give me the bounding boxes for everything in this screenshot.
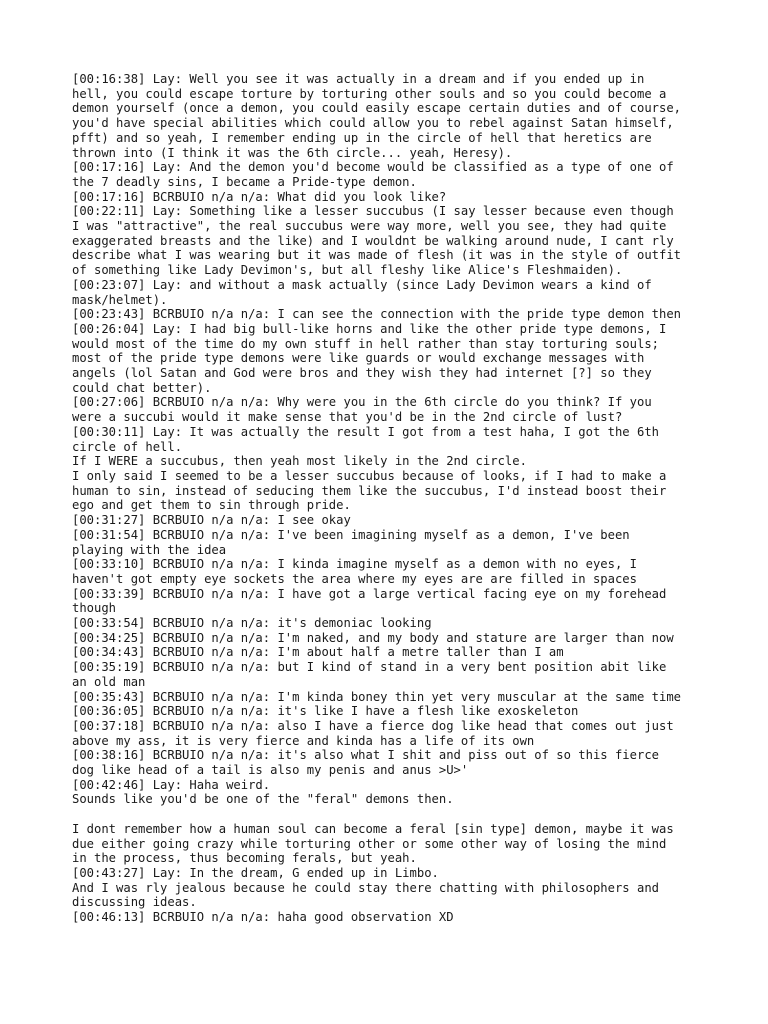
transcript-line: [00:42:46] Lay: Haha weird. [72, 777, 271, 792]
transcript-line: [00:31:54] BCRBUIO n/a n/a: I've been imagining myself as a demon, I've been [72, 527, 630, 542]
transcript-line: [00:37:18] BCRBUIO n/a n/a: also I have a fierce dog like head that comes out just [72, 718, 674, 733]
transcript-line: most of the pride type demons were like guards or would exchange messages with [72, 351, 645, 366]
transcript-line: [00:17:16] BCRBUIO n/a n/a: What did you look like? [72, 189, 447, 204]
transcript-line: could chat better). [72, 380, 212, 395]
transcript-line: hell, you could escape torture by torturing other souls and so you could become a [72, 86, 667, 101]
transcript-line: And I was rly jealous because he could stay there chatting with philosophers and [72, 880, 659, 895]
transcript-line: discussing ideas. [72, 895, 197, 910]
transcript-line: [00:23:43] BCRBUIO n/a n/a: I can see the connection with the pride type demon then [72, 307, 682, 322]
transcript-line: haven't got empty eye sockets the area where my eyes are are filled in spaces [72, 571, 637, 586]
transcript-line: [00:35:43] BCRBUIO n/a n/a: I'm kinda boney thin yet very muscular at the same time [72, 689, 682, 704]
transcript-line: [00:38:16] BCRBUIO n/a n/a: it's also what I shit and piss out of so this fierce [72, 748, 659, 763]
transcript-line: angels (lol Satan and God were bros and they wish they had internet [?] so they [72, 366, 652, 381]
transcript-line: human to sin, instead of seducing them like the succubus, I'd instead boost their [72, 483, 667, 498]
transcript-line: [00:23:07] Lay: and without a mask actually (since Lady Devimon wears a kind of [72, 277, 652, 292]
transcript-line: playing with the idea [72, 542, 227, 557]
chat-transcript [72, 72, 712, 925]
transcript-line: thrown into (I think it was the 6th circle... yeah, Heresy). [72, 145, 513, 160]
transcript-line: due either going crazy while torturing other or some other way of losing the mind [72, 836, 667, 851]
transcript-line: [00:26:04] Lay: I had big bull-like horns and like the other pride type demons, I [72, 321, 667, 336]
transcript-line: [00:34:43] BCRBUIO n/a n/a: I'm about half a metre taller than I am [72, 645, 564, 660]
transcript-line: [00:33:54] BCRBUIO n/a n/a: it's demoniac looking [72, 616, 432, 631]
transcript-line: above my ass, it is very fierce and kinda has a life of its own [72, 733, 535, 748]
transcript-line: mask/helmet). [72, 292, 168, 307]
transcript-line: I was "attractive", the real succubus were way more, well you see, they had quite [72, 219, 667, 234]
transcript-line: [00:16:38] Lay: Well you see it was actually in a dream and if you ended up in [72, 72, 645, 86]
transcript-line: of something like Lady Devimon's, but all fleshy like Alice's Fleshmaiden). [72, 263, 623, 278]
transcript-line: dog like head of a tail is also my penis and anus >U>' [72, 763, 469, 778]
transcript-line: pfft) and so yeah, I remember ending up in the circle of hell that heretics are [72, 130, 652, 145]
document-page [72, 72, 712, 925]
transcript-line: ego and get them to sin through pride. [72, 498, 351, 513]
transcript-line [72, 807, 712, 822]
transcript-line: I dont remember how a human soul can become a feral [sin type] demon, maybe it was [72, 821, 674, 836]
transcript-line: [00:31:27] BCRBUIO n/a n/a: I see okay [72, 513, 351, 528]
transcript-line: would most of the time do my own stuff in hell rather than stay torturing souls; [72, 336, 659, 351]
transcript-line: If I WERE a succubus, then yeah most likely in the 2nd circle. [72, 454, 527, 469]
transcript-line: in the process, thus becoming ferals, but yeah. [72, 851, 417, 866]
transcript-line: [00:22:11] Lay: Something like a lesser succubus (I say lesser because even though [72, 204, 674, 219]
transcript-line: [00:43:27] Lay: In the dream, G ended up in Limbo. [72, 865, 439, 880]
transcript-line: Sounds like you'd be one of the "feral" demons then. [72, 792, 454, 807]
transcript-line: [00:46:13] BCRBUIO n/a n/a: haha good observation XD [72, 910, 454, 925]
transcript-line: an old man [72, 674, 146, 689]
transcript-line: though [72, 601, 117, 616]
transcript-line: [00:33:39] BCRBUIO n/a n/a: I have got a large vertical facing eye on my forehead [72, 586, 667, 601]
transcript-line: you'd have special abilities which could allow you to rebel against Satan himself, [72, 116, 674, 131]
transcript-line: [00:17:16] Lay: And the demon you'd become would be classified as a type of one of [72, 160, 674, 175]
transcript-line: exaggerated breasts and the like) and I wouldnt be walking around nude, I cant rly [72, 233, 674, 248]
transcript-line: the 7 deadly sins, I became a Pride-type demon. [72, 174, 417, 189]
transcript-line: circle of hell. [72, 439, 183, 454]
transcript-line: [00:36:05] BCRBUIO n/a n/a: it's like I have a flesh like exoskeleton [72, 704, 579, 719]
transcript-line: [00:33:10] BCRBUIO n/a n/a: I kinda imagine myself as a demon with no eyes, I [72, 557, 637, 572]
transcript-line: [00:35:19] BCRBUIO n/a n/a: but I kind of stand in a very bent position abit like [72, 660, 667, 675]
transcript-line: [00:27:06] BCRBUIO n/a n/a: Why were you in the 6th circle do you think? If you [72, 395, 652, 410]
transcript-line: [00:34:25] BCRBUIO n/a n/a: I'm naked, and my body and stature are larger than now [72, 630, 674, 645]
transcript-line: [00:30:11] Lay: It was actually the result I got from a test haha, I got the 6th [72, 424, 659, 439]
transcript-line: were a succubi would it make sense that you'd be in the 2nd circle of lust? [72, 410, 623, 425]
transcript-line: demon yourself (once a demon, you could easily escape certain duties and of course, [72, 101, 682, 116]
transcript-line: describe what I was wearing but it was made of flesh (it was in the style of outfit [72, 248, 682, 263]
transcript-line: I only said I seemed to be a lesser succubus because of looks, if I had to make a [72, 468, 667, 483]
